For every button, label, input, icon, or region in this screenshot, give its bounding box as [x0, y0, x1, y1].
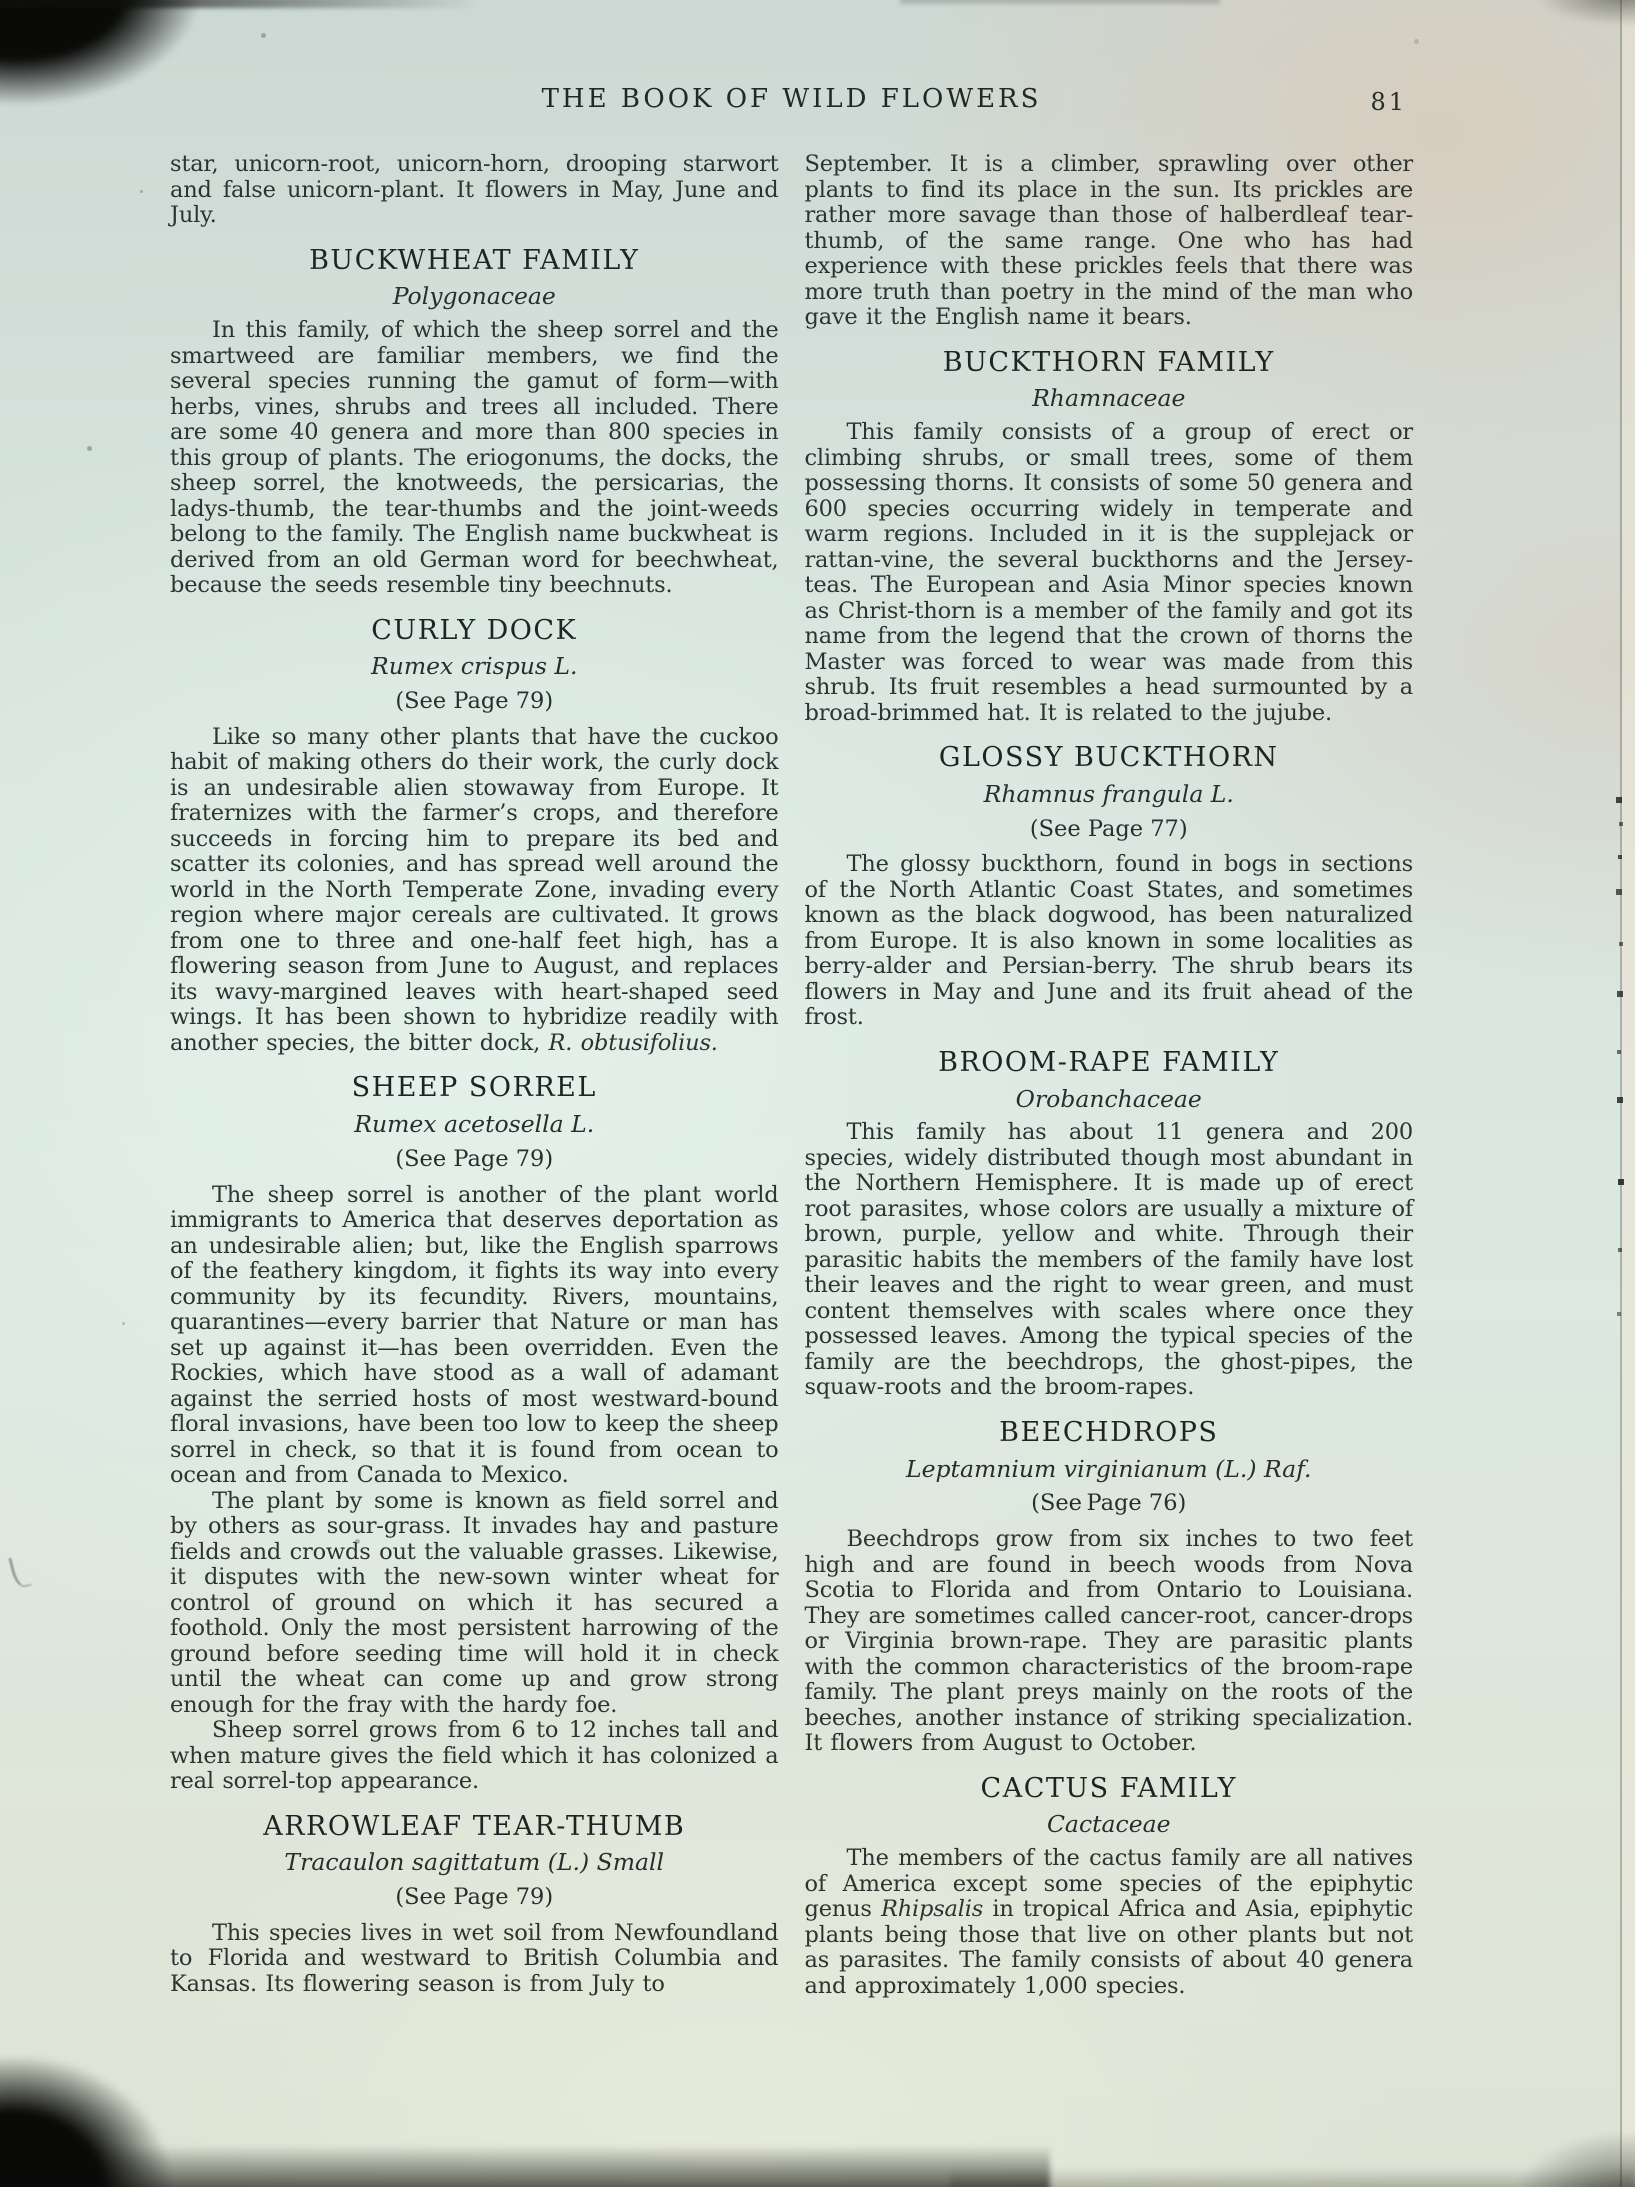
section-heading	[805, 1048, 1414, 1078]
text-run: in tropical Africa and Asia, epiphytic plants being those that live on other plants but not as parasites. The family consists of about 40 genera and approximately 1,000 species.	[804, 1896, 1414, 1999]
text-run: September. It is a climber, sprawling over other plants to find its place in the sun. Its prickles are rather more savage than those of halberdleaf tear-thumb, of the same range. One who has had experience with these prickles feels that there was more truth than poetry in the mind of the man who gave it the English name it bears.	[804, 151, 1413, 330]
italic-run: Rhipsalis	[880, 1896, 984, 1923]
page-number: 81	[1370, 88, 1407, 116]
text-run: In this family, of which the sheep sorrel and the smartweed are familiar members, we find the several species running the gamut of form—with herbs, vines, shrubs and trees all included. There are some 40 genera and more than 800 species in this group of plants. The eriogonums, the docks, the sheep sorrel, the knotweeds, the persicarias, the ladys-thumb, the tear-thumbs and the joint-weeds belong to the family. The English name buckwheat is derived from an old German word for beechwheat, because the seeds resemble tiny beechnuts.	[170, 317, 779, 599]
italic-run: Leptamnium virginianum (L.) Raf.	[905, 1454, 1312, 1483]
text-run: The sheep sorrel is another of the plant world immigrants to America that deserves deportation as an undesirable alien; but, like the English sparrows of the feathery kingdom, it fights its way into every community by its fecundity. Rivers, mountains, quarantines—every barrier that Nature or man has set up against it—has been overridden. Even the Rockies, which have stood as a wall of adamant against the serried hosts of most westward-bound floral invasions, have been too low to keep the sheep sorrel in check, so that it is found from ocean to ocean and from Canada to Mexico.	[170, 1181, 779, 1489]
section-heading	[805, 348, 1414, 378]
italic-run: Rhamnaceae	[1032, 384, 1186, 413]
italic-run: R. obtusifolius.	[548, 1029, 718, 1056]
section-heading	[170, 1812, 779, 1842]
text-run: The members of the cactus family are all natives of America except some species of the epiphytic genus	[804, 1845, 1413, 1923]
text-run: The glossy buckthorn, found in bogs in sections of the North Atlantic Coast States, and sometimes known as the black dogwood, has been naturalized from Europe. It is also known in some localities as berry-alder and Persian-berry. The shrub bears its flowers in May and June and its fruit ahead of the frost.	[804, 851, 1413, 1031]
paragraph	[805, 152, 1414, 331]
scan-shadow-top-strip	[0, 0, 520, 8]
section-heading	[805, 1418, 1414, 1448]
margin-pencil-mark	[8, 1555, 31, 1590]
see-page-ref	[170, 1885, 779, 1910]
text-run: (See Page 77)	[1029, 815, 1188, 842]
section-heading	[170, 616, 779, 646]
italic-run: Tracaulon sagittatum (L.) Small	[284, 1848, 665, 1877]
paragraph	[170, 1183, 779, 1489]
right-column	[805, 152, 1414, 1999]
text-run: (See Page 76)	[1031, 1490, 1187, 1517]
text-run: CACTUS FAMILY	[980, 1772, 1237, 1804]
page-header	[170, 86, 1413, 126]
text-run: BEECHDROPS	[999, 1416, 1219, 1448]
species-name	[805, 1084, 1414, 1113]
section-heading	[170, 246, 779, 276]
text-run: SHEEP SORREL	[351, 1072, 597, 1104]
italic-run: Rumex crispus L.	[371, 652, 578, 681]
paragraph	[170, 1489, 779, 1719]
italic-run: Orobanchaceae	[1015, 1084, 1202, 1113]
text-run: BUCKWHEAT FAMILY	[309, 244, 640, 276]
text-run: The plant by some is known as field sorrel and by others as sour-grass. It invades hay and pasture fields and crowds out the valuable grasses. Likewise, it disputes with the new-sown winter wheat for control of ground on which it has secured a foothold. Only the most persistent harrowing of the ground before seeding time will hold it in check until the wheat can come up and grow strong enough for the fray with the hardy foe.	[170, 1487, 779, 1718]
scan-shadow-bottom-right	[1513, 2131, 1635, 2187]
section-heading	[805, 1774, 1414, 1804]
italic-run: Rumex acetosella L.	[354, 1110, 595, 1138]
left-column	[170, 152, 779, 1999]
paragraph	[805, 1846, 1414, 1999]
paragraph	[170, 725, 779, 1057]
paragraph	[170, 152, 779, 229]
text-run: Like so many other plants that have the cuckoo habit of making others do their work, the curly dock is an undesirable alien stowaway from Europe. It fraternizes with the farmer’s crops, and therefore succeeds in forcing him to prepare its bed and scatter its colonies, and has spread well around the world in the North Temperate Zone, invading every region where major cereals are cultivated. It grows from one to three and one-half feet high, has a flowering season from June to August, and replaces its wavy-margined leaves with heart-shaped seed wings. It has been shown to hybridize readily with another species, the bitter dock,	[170, 723, 779, 1056]
paragraph	[805, 420, 1414, 726]
text-run: star, unicorn-root, unicorn-horn, drooping starwort and false unicorn-plant. It flowers in May, June and July.	[170, 151, 779, 228]
text-run: This family has about 11 genera and 200 species, widely distributed though most abundant in the Northern Hemisphere. It is made up of erect root parasites, whose colors are usually a mixture of brown, purple, yellow and white. Through their parasitic habits the members of the family have lost their leaves and the right to wear green, and must content themselves with scales where once they possessed leaves. Among the typical species of the family are the beechdrops, the ghost-pipes, the squaw-roots and the broom-rapes.	[804, 1119, 1413, 1401]
text-run: Beechdrops grow from six inches to two feet high and are found in beech woods from Nova Scotia to Florida and from Ontario to Louisiana. They are sometimes called cancer-root, cancer-drops or Virginia brown-rape. They are parasitic plants with the common characteristics of the broom-rape family. The plant preys mainly on the roots of the beeches, another instance of striking specialization. It flowers from August to October.	[804, 1526, 1413, 1757]
paragraph	[805, 1120, 1414, 1401]
page-edge-line	[1620, 0, 1622, 2187]
paragraph	[170, 1921, 779, 1998]
see-page-ref	[805, 1491, 1414, 1516]
page-content	[170, 86, 1413, 1999]
running-title: THE BOOK OF WILD FLOWERS	[541, 84, 1042, 114]
italic-run: Cactaceae	[1046, 1810, 1171, 1839]
italic-run: Rhamnus frangula L.	[983, 779, 1234, 808]
section-heading	[805, 743, 1414, 773]
section-heading	[170, 1073, 779, 1103]
see-page-ref	[170, 689, 779, 714]
text-run: ARROWLEAF TEAR-THUMB	[263, 1810, 686, 1842]
two-column-text	[170, 152, 1413, 1999]
see-page-ref	[805, 817, 1414, 842]
species-name	[805, 386, 1414, 412]
scan-specks	[0, 0, 3, 3]
scan-shadow-bottom-left	[0, 2057, 170, 2187]
scan-shadow-top-strip-2	[900, 0, 1220, 4]
text-run: BUCKTHORN FAMILY	[942, 346, 1275, 378]
species-name	[805, 1454, 1414, 1483]
paragraph	[170, 1718, 779, 1795]
species-name	[170, 1112, 779, 1138]
italic-run: Polygonaceae	[392, 282, 556, 311]
text-run: CURLY DOCK	[371, 614, 578, 646]
page-edge-paper	[1622, 0, 1635, 2187]
text-run: (See Page 79)	[395, 1884, 554, 1911]
species-name	[805, 1812, 1414, 1838]
text-run: BROOM-RAPE FAMILY	[938, 1046, 1280, 1078]
text-run: This species lives in wet soil from Newfoundland to Florida and westward to British Columbia and Kansas. Its flowering season is from July to	[170, 1919, 779, 1997]
scan-shadow-top-right	[1535, 0, 1635, 26]
text-run: GLOSSY BUCKTHORN	[938, 742, 1279, 774]
see-page-ref	[170, 1147, 779, 1172]
species-name	[805, 779, 1414, 808]
paragraph	[170, 318, 779, 599]
text-run: (See Page 79)	[395, 1145, 554, 1172]
scan-shadow-top-left	[0, 0, 198, 104]
text-run: (See Page 79)	[395, 688, 554, 715]
text-run: This family consists of a group of erect or climbing shrubs, or small trees, some of them possessing thorns. It consists of some 50 genera and 600 species occurring widely in temperate and warm regions. Included in it is the supplejack or rattan-vine, the several buckthorns and the Jersey-teas. The European and Asia Minor species known as Christ-thorn is a member of the family and got its name from the legend that the crown of thorns the Master was forced to wear was made from this shrub. Its fruit resembles a head surmounted by a broad-brimmed hat. It is related to the jujube.	[804, 419, 1413, 726]
paragraph	[805, 852, 1414, 1031]
species-name	[170, 1850, 779, 1876]
paragraph	[805, 1527, 1414, 1757]
text-run: Sheep sorrel grows from 6 to 12 inches tall and when mature gives the field which it has colonized a real sorrel-top appearance.	[170, 1717, 779, 1795]
species-name	[170, 654, 779, 680]
species-name	[170, 284, 779, 310]
